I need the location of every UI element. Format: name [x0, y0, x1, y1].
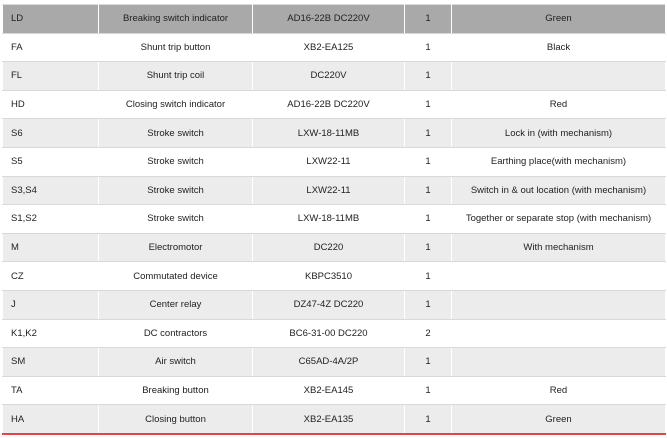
- name-cell: Shunt trip button: [99, 33, 253, 62]
- note-cell: [452, 62, 666, 91]
- model-cell: XB2-EA135: [253, 405, 405, 434]
- model-cell: AD16-22B DC220V: [253, 90, 405, 119]
- note-cell: [452, 290, 666, 319]
- code-cell: CZ: [3, 262, 99, 291]
- quantity-cell: 1: [405, 262, 452, 291]
- model-cell: LXW22-11: [253, 176, 405, 205]
- table-row: [3, 348, 666, 377]
- note-cell: Green: [452, 405, 666, 434]
- note-cell: Red: [452, 90, 666, 119]
- name-cell: Breaking button: [99, 376, 253, 405]
- name-cell: DC contractors: [99, 319, 253, 348]
- quantity-cell: 1: [405, 33, 452, 62]
- model-cell: DC220V: [253, 62, 405, 91]
- name-cell: Closing switch indicator: [99, 90, 253, 119]
- note-cell: [452, 262, 666, 291]
- code-cell: S6: [3, 119, 99, 148]
- components-table: [2, 4, 666, 435]
- quantity-cell: 1: [405, 290, 452, 319]
- code-cell: K1,K2: [3, 319, 99, 348]
- quantity-cell: 1: [405, 62, 452, 91]
- code-cell: J: [3, 290, 99, 319]
- note-cell: Lock in (with mechanism): [452, 119, 666, 148]
- name-cell: Stroke switch: [99, 176, 253, 205]
- table-row: [3, 319, 666, 348]
- note-cell: Together or separate stop (with mechanism): [452, 205, 666, 234]
- name-cell: Electromotor: [99, 233, 253, 262]
- quantity-cell: 1: [405, 405, 452, 434]
- quantity-cell: 1: [405, 205, 452, 234]
- code-cell: TA: [3, 376, 99, 405]
- quantity-cell: 1: [405, 119, 452, 148]
- note-cell: Green: [452, 5, 666, 34]
- name-cell: Shunt trip coil: [99, 62, 253, 91]
- quantity-cell: 1: [405, 176, 452, 205]
- code-cell: LD: [3, 5, 99, 34]
- code-cell: FA: [3, 33, 99, 62]
- model-cell: AD16-22B DC220V: [253, 5, 405, 34]
- table-row: [3, 376, 666, 405]
- model-cell: XB2-EA145: [253, 376, 405, 405]
- model-cell: DC220: [253, 233, 405, 262]
- code-cell: S5: [3, 147, 99, 176]
- table-row: [3, 62, 666, 91]
- name-cell: Center relay: [99, 290, 253, 319]
- model-cell: C65AD-4A/2P: [253, 348, 405, 377]
- quantity-cell: 1: [405, 348, 452, 377]
- table-row: [3, 5, 666, 34]
- code-cell: HD: [3, 90, 99, 119]
- table-row: [3, 233, 666, 262]
- model-cell: LXW-18-11MB: [253, 119, 405, 148]
- note-cell: [452, 348, 666, 377]
- note-cell: Black: [452, 33, 666, 62]
- name-cell: Commutated device: [99, 262, 253, 291]
- model-cell: LXW-18-11MB: [253, 205, 405, 234]
- code-cell: M: [3, 233, 99, 262]
- model-cell: KBPC3510: [253, 262, 405, 291]
- note-cell: Earthing place(with mechanism): [452, 147, 666, 176]
- name-cell: Closing button: [99, 405, 253, 434]
- note-cell: With mechanism: [452, 233, 666, 262]
- code-cell: FL: [3, 62, 99, 91]
- name-cell: Air switch: [99, 348, 253, 377]
- components-table-container: [2, 4, 665, 435]
- code-cell: SM: [3, 348, 99, 377]
- table-row: [3, 176, 666, 205]
- table-row: [3, 147, 666, 176]
- model-cell: BC6-31-00 DC220: [253, 319, 405, 348]
- name-cell: Stroke switch: [99, 205, 253, 234]
- table-row: [3, 90, 666, 119]
- model-cell: DZ47-4Z DC220: [253, 290, 405, 319]
- table-row: [3, 205, 666, 234]
- note-cell: Switch in & out location (with mechanism): [452, 176, 666, 205]
- quantity-cell: 2: [405, 319, 452, 348]
- model-cell: LXW22-11: [253, 147, 405, 176]
- quantity-cell: 1: [405, 233, 452, 262]
- model-cell: XB2-EA125: [253, 33, 405, 62]
- table-row: [3, 405, 666, 434]
- code-cell: S1,S2: [3, 205, 99, 234]
- table-row: [3, 290, 666, 319]
- table-row: [3, 119, 666, 148]
- note-cell: Red: [452, 376, 666, 405]
- name-cell: Stroke switch: [99, 147, 253, 176]
- name-cell: Stroke switch: [99, 119, 253, 148]
- note-cell: [452, 319, 666, 348]
- code-cell: HA: [3, 405, 99, 434]
- table-row: [3, 33, 666, 62]
- components-table-body: [3, 5, 666, 434]
- quantity-cell: 1: [405, 90, 452, 119]
- quantity-cell: 1: [405, 147, 452, 176]
- quantity-cell: 1: [405, 5, 452, 34]
- name-cell: Breaking switch indicator: [99, 5, 253, 34]
- code-cell: S3,S4: [3, 176, 99, 205]
- quantity-cell: 1: [405, 376, 452, 405]
- table-row: [3, 262, 666, 291]
